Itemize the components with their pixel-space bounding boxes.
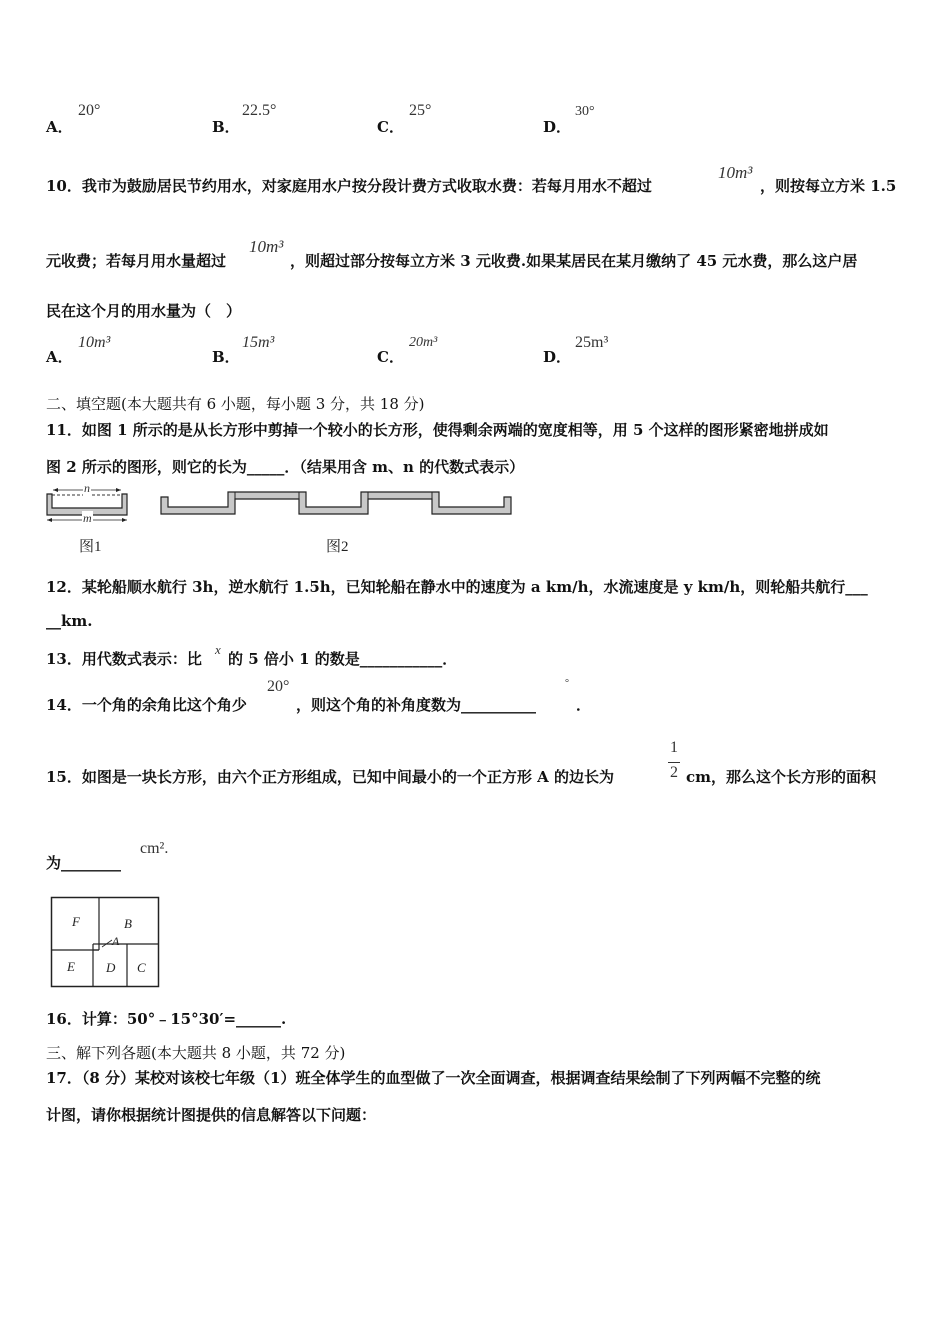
q15-fraction-bar (668, 762, 680, 763)
q10-line1: 10．我市为鼓励居民节约用水，对家庭用水户按分段计费方式收取水费：若每月用水不超过 (46, 177, 652, 195)
q17-line2: 计图，请你根据统计图提供的信息解答以下问题： (46, 1106, 377, 1124)
q17-line1: 17．（8 分）某校对该校七年级（1）班全体学生的血型做了一次全面调查，根据调查结果绘制了下列两幅不完整的统 (46, 1069, 821, 1087)
q10-line2b: ，则超过部分按每立方米 3 元收费.如果某居民在某月缴纳了 45 元水费，那么这户居 (290, 252, 858, 270)
q14-angle: 20° (267, 678, 290, 695)
q10-volume-1: 10m³ (718, 163, 753, 182)
q10-option-c-value: 20m³ (409, 335, 438, 350)
q14-text-b: ，则这个角的补角度数为__________ (296, 696, 537, 714)
q10-line2a: 元收费；若每月用水量超过 (46, 252, 227, 270)
fig1-n-arrowhead-left (53, 488, 58, 492)
q10-option-d-value: 25m³ (575, 334, 609, 351)
q10-volume-2: 10m³ (249, 237, 284, 256)
q14-end: ． (576, 696, 592, 714)
q11-figure-2 (158, 486, 514, 516)
q14-text-a: 14．一个角的余角比这个角少 (46, 696, 247, 714)
q11-line1: 11．如图 1 所示的是从长方形中剪掉一个较小的长方形，使得剩余两端的宽度相等，用 5 个这样的图形紧密地拼成如 (46, 421, 829, 439)
q10-line1b: ，则按每立方米 1.5 (760, 177, 897, 195)
section-3-heading: 三、解下列各题(本大题共 8 小题，共 72 分) (46, 1044, 346, 1062)
q11-line2: 图 2 所示的图形，则它的长为_____．（结果用含 m、n 的代数式表示） (46, 458, 525, 476)
fig2-shape (161, 492, 511, 514)
section-2-heading: 二、填空题(本大题共有 6 小题，每小题 3 分，共 18 分) (46, 395, 425, 413)
q10-option-d-label: D． (543, 348, 572, 366)
fig1-m-label: m (83, 511, 92, 525)
q14-degree-sign: ° (565, 678, 569, 689)
q15-text-a: 15．如图是一块长方形，由六个正方形组成，已知中间最小的一个正方形 A 的边长为 (46, 768, 614, 786)
q12-line1: 12．某轮船顺水航行 3h，逆水航行 1.5h，已知轮船在静水中的速度为 a km/h，水流速度是 y km/h，则轮船共航行___ (46, 578, 868, 596)
q15-label-d: D (106, 960, 116, 975)
q15-text-b: cm，那么这个长方形的面积 (686, 768, 877, 786)
q15-label-f: F (72, 914, 80, 929)
q15-unit: cm². (140, 840, 169, 857)
q13-text-a: 13．用代数式表示：比 (46, 650, 202, 668)
q10-option-b-label: B． (212, 348, 240, 366)
q13-variable: x (215, 642, 221, 657)
q15-line2: 为________ (46, 854, 122, 872)
question-16: 16．计算：50°﹣15°30′=______. (46, 1010, 287, 1028)
q15-fraction-numerator: 1 (670, 739, 678, 756)
q15-label-c: C (137, 960, 146, 975)
q13-text-b: 的 5 倍小 1 的数是___________． (228, 650, 458, 668)
q12-line2: __km. (46, 612, 93, 630)
q10-option-a-label: A． (46, 348, 73, 366)
q15-fraction-denominator: 2 (670, 764, 678, 781)
q15-label-a: A (112, 934, 120, 948)
fig1-n-arrowhead-right (116, 488, 121, 492)
q9-option-c-label: C． (377, 118, 404, 136)
q9-option-a-value: 20° (78, 102, 101, 119)
q9-option-c-value: 25° (409, 102, 432, 119)
q15-label-b: B (124, 916, 132, 931)
q10-option-b-value: 15m³ (242, 334, 275, 351)
fig1-m-arrowhead-right (122, 518, 127, 522)
q10-line3: 民在这个月的用水量为（ ） (46, 302, 242, 320)
q10-option-a-value: 10m³ (78, 334, 111, 351)
fig1-n-label: n (84, 481, 90, 495)
fig2-caption: 图2 (326, 539, 349, 555)
q9-option-d-value: 30° (575, 104, 595, 119)
q10-option-c-label: C． (377, 348, 404, 366)
fig1-caption: 图1 (79, 539, 102, 555)
q9-option-b-label: B． (212, 118, 240, 136)
q15-label-e: E (67, 959, 75, 974)
fig1-m-arrowhead-left (47, 518, 52, 522)
q9-option-a-label: A． (46, 118, 73, 136)
q9-option-b-value: 22.5° (242, 102, 277, 119)
q9-option-d-label: D． (543, 118, 572, 136)
